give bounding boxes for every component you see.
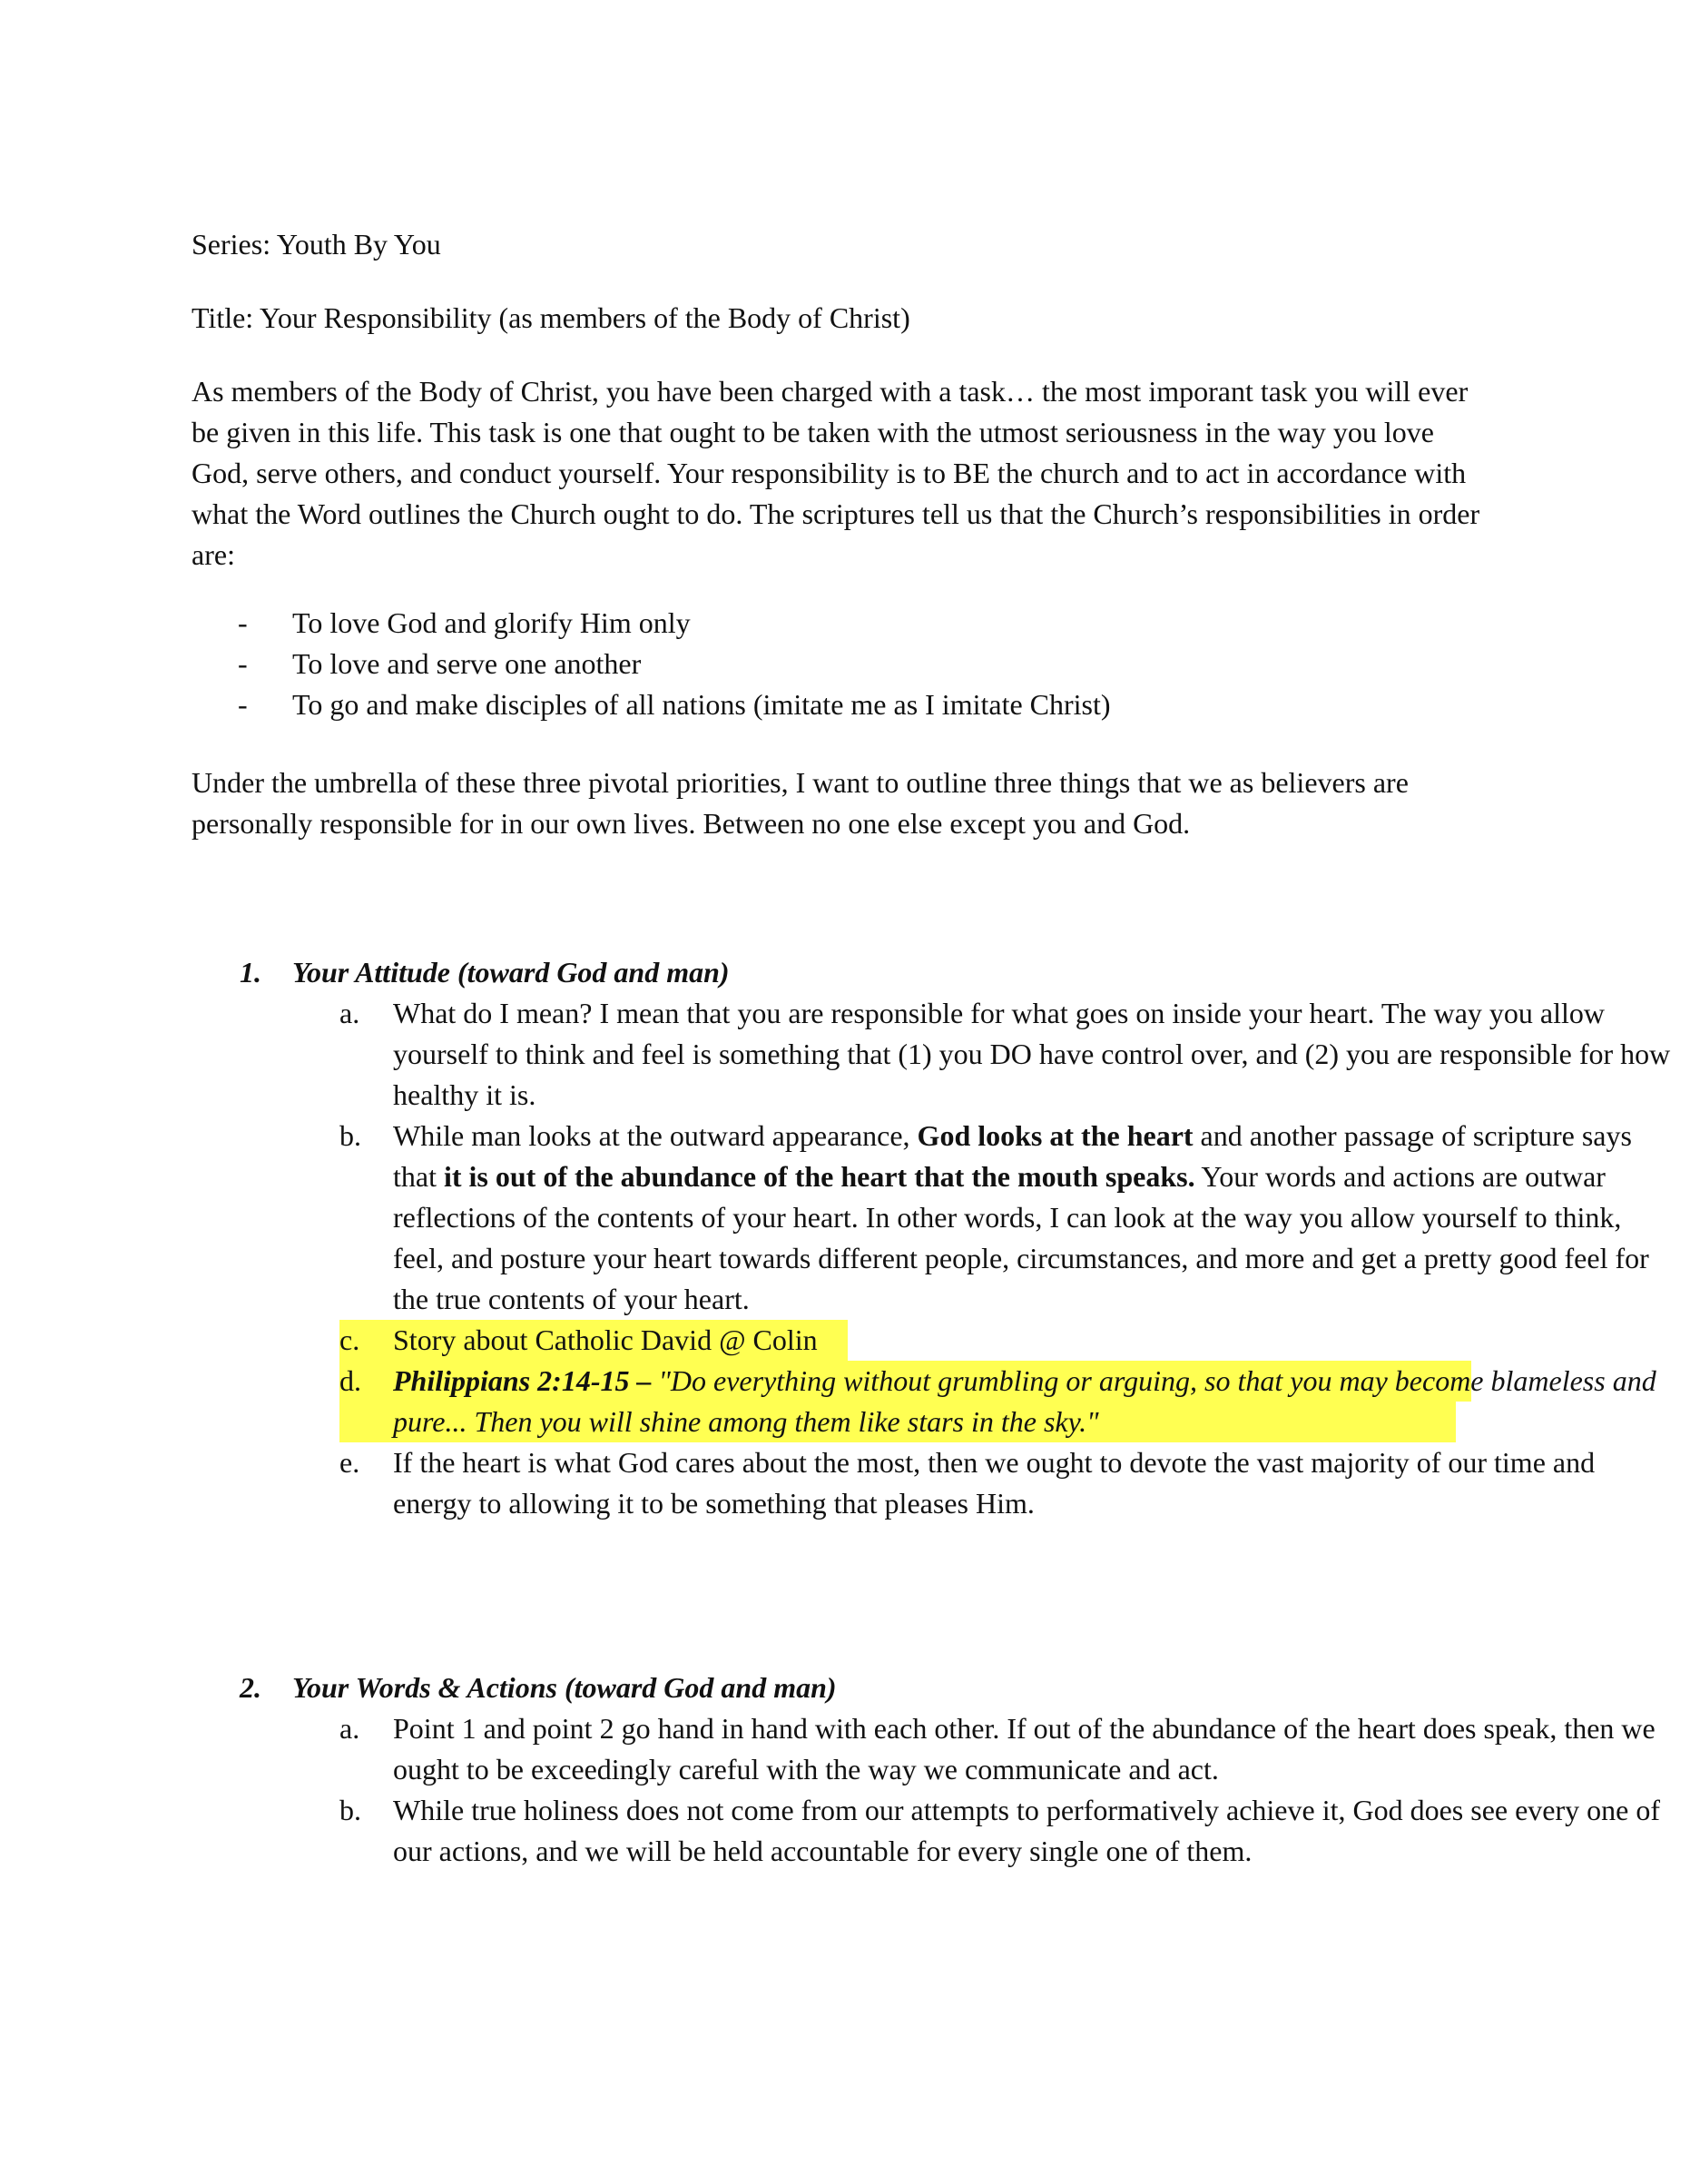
sub-item-b [192, 1790, 1673, 1872]
sub-text: What do I mean? I mean that you are responsible for what goes on inside your heart. The way you allow yourself to think and feel is something that (1) you DO have control over, and (2) you are responsible for how healthy it is. [393, 997, 1671, 1111]
bold-phrase: God looks at the heart [917, 1119, 1194, 1152]
dash-marker: - [238, 647, 248, 680]
sub-item-b [192, 1116, 1673, 1320]
sub-text-part: and another passage of scripture says that [393, 1119, 1632, 1193]
sub-letter: d. [339, 1364, 361, 1397]
sub-item-a [192, 993, 1673, 1116]
intro-paragraph: As members of the Body of Christ, you have been charged with a task… the most imporant task you will ever be given in this life. This task is one that ought to be taken with the utmost seriousness in the way you love God, serve others, and conduct yourself. Your responsibility is to BE the church and to act in accordance with what the Word outlines the Church ought to do. The scriptures tell us that the Church’s responsibilities in order are: [192, 375, 1480, 571]
sub-text-part: Your words and actions are outwar reflections of the contents of your heart. In other words, I can look at the way you allow yourself to think, feel, and posture your heart towards different people, circumstances, and more and get a pretty good feel for the true contents of your heart. [393, 1160, 1649, 1315]
scripture-quote: "Do everything without grumbling or arguing, so that you may become blameless and pure... Then you will shine among them like stars in the sky." [393, 1364, 1656, 1438]
bold-phrase: it is out of the abundance of the heart that the mouth speaks. [443, 1160, 1195, 1193]
section-number: 2. [240, 1671, 261, 1704]
section-attitude [192, 952, 1671, 1524]
sub-text-part: While man looks at the outward appearance, [393, 1119, 918, 1152]
sub-item-e [192, 1442, 1673, 1524]
title-line: Title: Your Responsibility (as members of the Body of Christ) [192, 301, 910, 334]
scripture-reference: Philippians 2:14-15 – [393, 1364, 652, 1397]
sub-text: While true holiness does not come from our attempts to performatively achieve it, God does see every one of our actions, and we will be held accountable for every single one of them. [393, 1794, 1661, 1867]
list-item [192, 684, 1498, 725]
priority-text: To love God and glorify Him only [292, 606, 691, 639]
sub-letter: a. [339, 997, 360, 1029]
umbrella-paragraph: Under the umbrella of these three pivotal priorities, I want to outline three things that we as believers are personally responsible for in our own lives. Between no one else except you and God. [192, 766, 1409, 840]
section-number: 1. [240, 956, 261, 989]
section-words-actions [192, 1668, 1661, 1872]
section-heading-text: Your Attitude (toward God and man) [292, 956, 730, 989]
section-heading [192, 1668, 1498, 1708]
sub-item-c [192, 1320, 1673, 1361]
dash-marker: - [238, 688, 248, 721]
dash-marker: - [238, 606, 248, 639]
sub-text: Point 1 and point 2 go hand in hand with each other. If out of the abundance of the heart does speak, then we ought to be exceedingly careful with the way we communicate and act. [393, 1712, 1656, 1786]
priority-text: To love and serve one another [292, 647, 642, 680]
sub-text: If the heart is what God cares about the most, then we ought to devote the vast majority of our time and energy to allowing it to be something that pleases Him. [393, 1446, 1596, 1520]
priority-text: To go and make disciples of all nations (imitate me as I imitate Christ) [292, 688, 1111, 721]
sub-item-a [192, 1708, 1673, 1790]
list-item [192, 644, 1498, 684]
sub-letter: a. [339, 1712, 360, 1745]
sub-letter: e. [339, 1446, 360, 1479]
section-heading-text: Your Words & Actions (toward God and man) [292, 1671, 837, 1704]
sub-letter: b. [339, 1119, 361, 1152]
section-heading [192, 952, 1498, 993]
sub-letter: c. [339, 1323, 360, 1356]
sub-letter: b. [339, 1794, 361, 1826]
series-line: Series: Youth By You [192, 228, 441, 261]
sub-text: Story about Catholic David @ Colin [393, 1323, 818, 1356]
sub-item-d [192, 1361, 1673, 1442]
priorities-list [192, 603, 1498, 725]
list-item [192, 603, 1498, 644]
